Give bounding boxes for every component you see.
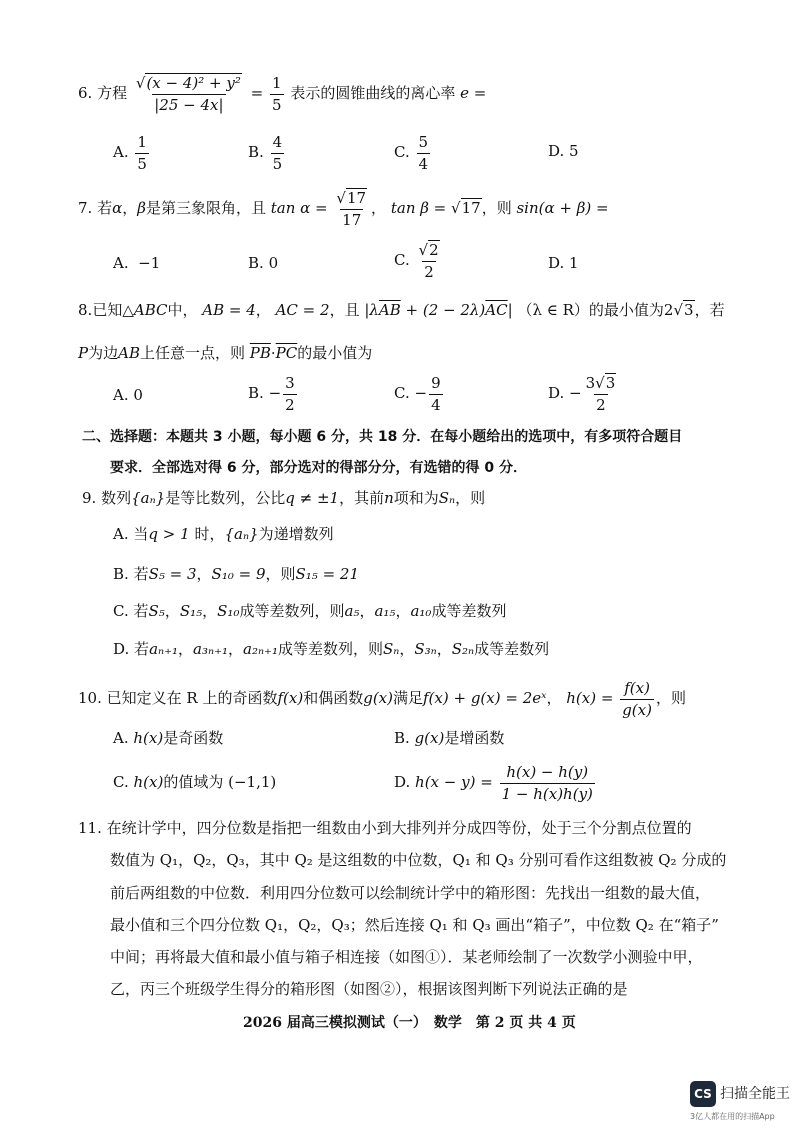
q10-option-c: C. h(x)的值域为 (−1,1) [113, 773, 277, 791]
q11-line5: 中间；再将最大值和最小值与箱子相连接（如图①）．某老师绘制了一次数学小测验中甲， [110, 948, 703, 966]
section2-heading-line1: 二、选择题：本题共 3 小题，每小题 6 分，共 18 分．在每小题给出的选项中，有多项符合题目 [82, 429, 683, 445]
camscanner-logo-icon: CS [690, 1081, 716, 1107]
q8-option-a: A. 0 [113, 386, 143, 404]
q9-stem: 9. 数列{aₙ}是等比数列，公比q ≠ ±1，其前n项和为Sₙ，则 [82, 489, 486, 507]
q8-option-b: B. − $\frac{3}{2}$ [248, 374, 295, 414]
q8-stem-line2: P为边AB上任意一点，则 $\overline{PB}\cdot\overline{PC}$的最小值为 [78, 344, 373, 362]
q6-fraction: $\frac{\text{√(x − 4)² + y²}}{|25 - 4x|}$ [135, 74, 241, 114]
q11-line6: 乙，丙三个班级学生得分的箱形图（如图②），根据该图判断下列说法正确的是 [110, 980, 628, 998]
q11-line4: 最小值和三个四分位数 Q₁，Q₂，Q₃；然后连接 Q₁ 和 Q₃ 画出“箱子”，中位数 Q₂ 在“箱子” [110, 916, 719, 934]
q6-option-a: A. $\frac{1}{5}$ [113, 133, 147, 173]
q9-option-d: D. 若aₙ₊₁，a₃ₙ₊₁，a₂ₙ₊₁成等差数列，则Sₙ，S₃ₙ，S₂ₙ成等差数列 [113, 640, 550, 658]
q6-option-b: B. $\frac{4}{5}$ [248, 133, 283, 173]
q6-stem: 6. 方程 $\frac{\text{√(x − 4)² + y²}}{|25 - 4x|}$ = $\frac{1}{5}$ 表示的圆锥曲线的离心率 e = [78, 74, 487, 114]
q6-option-d: D. 5 [548, 142, 579, 160]
q10-option-b: B. g(x)是增函数 [394, 729, 505, 747]
q7-option-a: A. −1 [113, 254, 161, 272]
q8-option-c: C. − $\frac{9}{4}$ [394, 374, 441, 414]
q10-stem: 10. 已知定义在 R 上的奇函数f(x)和偶函数g(x)满足f(x) + g(x) = 2eˣ， h(x) = $\frac{f(x)}{g(x)}$ ，则 [78, 679, 686, 719]
q6-option-c: C. $\frac{5}{4}$ [394, 133, 429, 173]
q11-line3: 前后两组数的中位数．利用四分位数可以绘制统计学中的箱形图：先找出一组数的最大值， [110, 884, 711, 902]
q7-stem: 7. 若α，β是第三象限角，且 tan α = $\frac{√17}{17}$ ， tan β = √17，则 sin(α + β) = [78, 189, 609, 229]
q9-option-b: B. 若S₅ = 3，S₁₀ = 9，则S₁₅ = 21 [113, 565, 360, 583]
q8-stem-line1: 8.已知△ABC中， AB = 4， AC = 2，且 $|\lambda\overline{AB} + (2 - 2\lambda)\overline{AC}|$ （λ ∈ R）的最小值为2√3，若 [78, 301, 725, 319]
q6-one-fifth: $\frac{1}{5}$ [272, 74, 282, 114]
q9-option-a: A. 当q > 1 时，{aₙ}为递增数列 [113, 525, 334, 543]
q7-option-c: C. $\frac{√2}{2}$ [394, 241, 439, 281]
q9-option-c: C. 若S₅，S₁₅，S₁₀成等差数列，则a₅，a₁₅，a₁₀成等差数列 [113, 602, 507, 620]
camscanner-tagline: 3亿人都在用的扫描App [690, 1112, 775, 1121]
page-footer: 2026 届高三模拟测试（一） 数学 第 2 页 共 4 页 [243, 1015, 576, 1031]
q7-option-b: B. 0 [248, 254, 279, 272]
q7-option-d: D. 1 [548, 254, 579, 272]
q8-option-d: D. − $\frac{3√3}{2}$ [548, 374, 616, 414]
section2-heading-line2: 要求．全部选对得 6 分，部分选对的得部分分，有选错的得 0 分． [110, 460, 527, 476]
q11-line2: 数值为 Q₁，Q₂，Q₃，其中 Q₂ 是这组数的中位数，Q₁ 和 Q₃ 分别可看作这组数被 Q₂ 分成的 [110, 851, 727, 869]
q10-option-a: A. h(x)是奇函数 [113, 729, 224, 747]
camscanner-name: 扫描全能王 [720, 1086, 790, 1102]
q11-line1: 11. 在统计学中，四分位数是指把一组数由小到大排列并分成四等份，处于三个分割点位置的 [78, 819, 692, 837]
q10-option-d: D. h(x − y) = $\frac{h(x) - h(y)}{1 - h(x)h(y)}$ [394, 763, 593, 803]
